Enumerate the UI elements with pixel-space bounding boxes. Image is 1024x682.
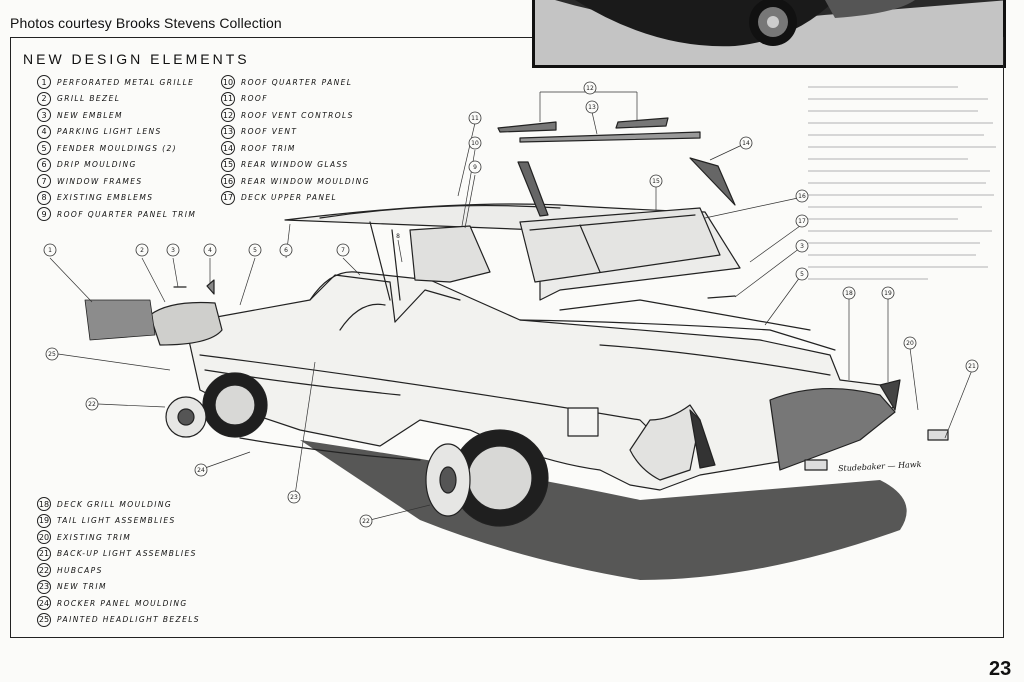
- svg-text:3: 3: [171, 247, 175, 254]
- svg-text:8: 8: [396, 233, 400, 240]
- page-number: 23: [989, 658, 1012, 680]
- section-heading: NEW DESIGN ELEMENTS: [23, 51, 250, 67]
- svg-text:19: 19: [884, 290, 892, 297]
- legend-label: PARKING LIGHT LENS: [57, 127, 162, 137]
- svg-text:17: 17: [798, 218, 806, 225]
- svg-text:13: 13: [588, 104, 596, 111]
- svg-text:3: 3: [800, 243, 804, 250]
- svg-text:11: 11: [471, 115, 479, 122]
- legend-label: ROOF: [241, 94, 268, 104]
- svg-text:5: 5: [253, 247, 257, 254]
- svg-text:6: 6: [284, 247, 288, 254]
- legend-number: 9: [37, 207, 51, 221]
- legend-number: 21: [37, 547, 51, 561]
- legend-number: 7: [37, 174, 51, 188]
- svg-text:4: 4: [208, 247, 212, 254]
- legend-number: 10: [221, 75, 235, 89]
- legend-label: BACK-UP LIGHT ASSEMBLIES: [57, 549, 197, 559]
- legend-label: DECK UPPER PANEL: [241, 193, 338, 203]
- legend-label: TAIL LIGHT ASSEMBLIES: [57, 516, 176, 526]
- legend-number: 23: [37, 580, 51, 594]
- legend-label: HUBCAPS: [57, 565, 103, 575]
- svg-text:7: 7: [341, 247, 345, 254]
- legend-number: 1: [37, 75, 51, 89]
- legend-number: 22: [37, 563, 51, 577]
- legend-number: 16: [221, 174, 235, 188]
- legend-number: 25: [37, 613, 51, 627]
- svg-text:16: 16: [798, 193, 806, 200]
- legend-number: 11: [221, 92, 235, 106]
- legend-number: 18: [37, 497, 51, 511]
- svg-text:20: 20: [906, 340, 914, 347]
- legend-number: 6: [37, 158, 51, 172]
- legend-number: 17: [221, 191, 235, 205]
- svg-text:24: 24: [197, 467, 205, 474]
- svg-text:23: 23: [290, 494, 298, 501]
- legend-number: 3: [37, 108, 51, 122]
- legend-number: 5: [37, 141, 51, 155]
- svg-text:10: 10: [471, 140, 479, 147]
- legend-label: ROOF VENT: [241, 127, 298, 137]
- legend-number: 13: [221, 125, 235, 139]
- legend-number: 2: [37, 92, 51, 106]
- legend-number: 8: [37, 191, 51, 205]
- legend-label: NEW EMBLEM: [57, 110, 123, 120]
- artist-signature: Studebaker — Hawk: [837, 459, 922, 474]
- legend-label: ROOF TRIM: [241, 143, 296, 153]
- legend-label: ROOF QUARTER PANEL: [241, 77, 353, 87]
- photo-credit: Photos courtesy Brooks Stevens Collection: [10, 15, 282, 31]
- svg-text:9: 9: [473, 164, 477, 171]
- legend-label: REAR WINDOW MOULDING: [241, 176, 370, 186]
- legend-label: ROOF VENT CONTROLS: [241, 110, 354, 120]
- legend-label: WINDOW FRAMES: [57, 176, 143, 186]
- legend-number: 12: [221, 108, 235, 122]
- svg-text:15: 15: [652, 178, 660, 185]
- legend-number: 15: [221, 158, 235, 172]
- legend-number: 20: [37, 530, 51, 544]
- legend-label: REAR WINDOW GLASS: [241, 160, 349, 170]
- legend-label: ROOF QUARTER PANEL TRIM: [57, 209, 197, 219]
- legend-label: DECK GRILL MOULDING: [57, 499, 173, 509]
- legend-label: EXISTING EMBLEMS: [57, 193, 154, 203]
- legend-label: PAINTED HEADLIGHT BEZELS: [57, 615, 200, 625]
- svg-text:5: 5: [800, 271, 804, 278]
- legend-label: DRIP MOULDING: [57, 160, 137, 170]
- svg-text:21: 21: [968, 363, 976, 370]
- legend-number: 19: [37, 514, 51, 528]
- legend-number: 24: [37, 596, 51, 610]
- svg-text:2: 2: [140, 247, 144, 254]
- svg-text:22: 22: [88, 401, 96, 408]
- legend-label: PERFORATED METAL GRILLE: [57, 77, 195, 87]
- svg-text:22: 22: [362, 518, 370, 525]
- svg-text:12: 12: [586, 85, 594, 92]
- svg-text:14: 14: [742, 140, 750, 147]
- legend-label: NEW TRIM: [57, 582, 107, 592]
- legend-label: EXISTING TRIM: [57, 532, 132, 542]
- legend-label: FENDER MOULDINGS (2): [57, 143, 177, 153]
- legend-label: GRILL BEZEL: [57, 94, 121, 104]
- svg-text:25: 25: [48, 351, 56, 358]
- svg-text:1: 1: [48, 247, 52, 254]
- legend-number: 4: [37, 125, 51, 139]
- legend-label: ROCKER PANEL MOULDING: [57, 598, 188, 608]
- svg-text:18: 18: [845, 290, 853, 297]
- legend-number: 14: [221, 141, 235, 155]
